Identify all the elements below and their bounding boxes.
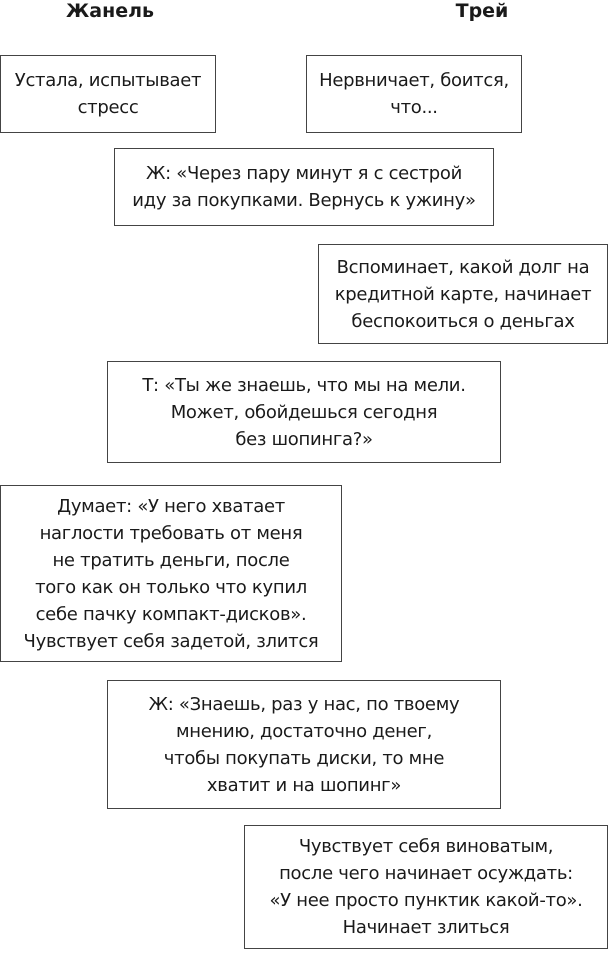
box-text	[149, 691, 460, 799]
box-line: того как он только что купил	[35, 576, 307, 598]
box-text	[15, 67, 201, 121]
box-line: не тратить деньги, после	[52, 549, 290, 571]
box-line: наглости требовать от меня	[39, 522, 303, 544]
box-line: Ж: «Через пару минут я с сестрой	[146, 163, 462, 184]
box-text	[335, 254, 592, 335]
box-line: Может, обойдешься сегодня	[170, 401, 438, 423]
box-zhanel-thinks-offended	[0, 485, 342, 662]
box-line: хватит и на шопинг»	[206, 774, 402, 796]
box-line: чтобы покупать диски, то мне	[163, 747, 445, 769]
box-trey-nervous	[306, 55, 522, 133]
box-text	[24, 493, 319, 655]
box-zhanel-tired	[0, 55, 216, 133]
box-line: «У нее просто пунктик какой-то».	[269, 890, 583, 911]
box-line: Чувствует себя виноватым,	[298, 836, 554, 857]
box-line: Начинает злиться	[342, 917, 510, 938]
box-line: иду за покупками. Вернусь к ужину»	[132, 190, 476, 211]
box-line: беспокоиться о деньгах	[351, 310, 575, 332]
box-zhanel-retort	[107, 680, 501, 809]
box-line: Ж: «Знаешь, раз у нас, по твоему	[148, 693, 460, 715]
box-line: Вспоминает, какой долг на	[336, 256, 590, 278]
box-line: Чувствует себя задетой, злится	[23, 630, 319, 652]
box-line: Т: «Ты же знаешь, что мы на мели.	[142, 374, 466, 396]
box-zhanel-shopping-announcement	[114, 148, 494, 226]
box-text	[319, 67, 509, 121]
column-header-trey: Трей	[455, 0, 509, 22]
box-text	[269, 833, 582, 941]
box-line: стресс	[77, 97, 139, 118]
box-trey-guilty-angry	[244, 825, 608, 949]
box-line: Нервничает, боится,	[319, 70, 509, 91]
box-line: без шопинга?»	[235, 428, 373, 450]
box-line: себе пачку компакт-дисков».	[35, 603, 307, 625]
box-trey-broke-reply	[107, 361, 501, 463]
column-header-zhanel: Жанель	[65, 0, 155, 22]
box-line: мнению, достаточно денег,	[175, 720, 433, 742]
box-text	[142, 372, 465, 453]
box-text	[132, 160, 475, 214]
box-line: Устала, испытывает	[14, 70, 202, 91]
box-line: после чего начинает осуждать:	[279, 863, 573, 884]
box-line: кредитной карте, начинает	[334, 283, 592, 305]
box-line: Думает: «У него хватает	[57, 495, 285, 517]
box-line: что...	[390, 97, 438, 118]
box-trey-credit-card-worry	[318, 244, 608, 344]
